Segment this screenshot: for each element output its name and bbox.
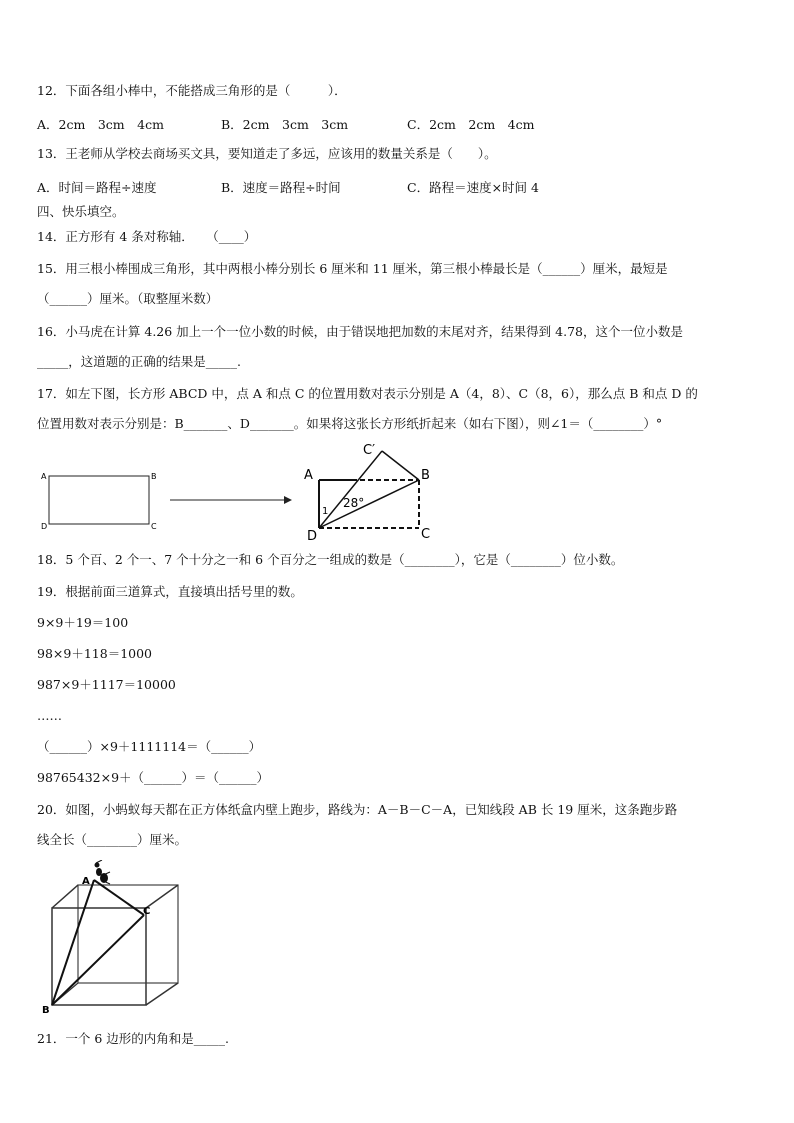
q19-blank-2: 98765432×9＋（______）＝（______） bbox=[37, 770, 270, 785]
rect-label-a: A bbox=[41, 472, 47, 481]
angle-28-label: 28° bbox=[343, 496, 365, 510]
folded-edge-cb bbox=[382, 451, 419, 480]
q17-figures bbox=[30, 438, 450, 544]
q19-eq-3: 987×9＋1117＝10000 bbox=[37, 677, 176, 692]
cube-label-b: B bbox=[42, 1005, 50, 1016]
q17-line2: 位置用数对表示分别是：B_______、D_______。如果将这张长方形纸折起来（如右下图），则∠1＝（________）° bbox=[37, 416, 663, 431]
fold-label-c: C bbox=[421, 527, 431, 542]
route-bc bbox=[52, 915, 144, 1005]
q19-blank-1: （______）×9＋1111114＝（______） bbox=[37, 739, 262, 754]
fold-label-a: A bbox=[304, 468, 313, 483]
q18-stem: 18．5 个百、2 个一、7 个十分之一和 6 个百分之一组成的数是（________），它是（________）位小数。 bbox=[37, 552, 624, 567]
angle-1-label: 1 bbox=[322, 506, 329, 517]
rectangle-abcd bbox=[49, 476, 149, 524]
q16-line1: 16．小马虎在计算 4.26 加上一个一位小数的时候，由于错误地把加数的末尾对齐，结果得到 4.78，这个一位小数是 bbox=[37, 324, 683, 339]
cube-edge bbox=[146, 983, 178, 1005]
q16-line2: _____，这道题的正确的结果是_____. bbox=[37, 354, 241, 369]
q21-stem: 21．一个 6 边形的内角和是_____. bbox=[37, 1031, 230, 1046]
q20-line2: 线全长（________）厘米。 bbox=[37, 832, 188, 847]
q14-stem: 14．正方形有 4 条对称轴． （____） bbox=[37, 229, 257, 244]
fold-label-c-prime: C′ bbox=[363, 443, 376, 458]
q19-eq-2: 98×9＋118＝1000 bbox=[37, 646, 153, 661]
q20-cube-figure bbox=[36, 860, 186, 1020]
q20-line1: 20．如图，小蚂蚁每天都在正方体纸盒内壁上跑步，路线为：A－B－C－A，已知线段 AB 长 19 厘米，这条跑步路 bbox=[37, 802, 678, 817]
rect-label-b: B bbox=[151, 472, 157, 481]
cube-edge bbox=[146, 885, 178, 908]
q13-stem: 13．王老师从学校去商场买文具，要知道走了多远，应该用的数量关系是（ ）。 bbox=[37, 146, 497, 161]
cube-label-c: C bbox=[143, 906, 151, 917]
cube-label-a: A bbox=[82, 876, 90, 887]
section-heading: 四、快乐填空。 bbox=[37, 204, 125, 219]
fold-line-db bbox=[319, 480, 419, 528]
q13-option-c: C．路程＝速度×时间 4 bbox=[407, 180, 539, 195]
q19-eq-1: 9×9＋19＝100 bbox=[37, 615, 129, 630]
q15-line1: 15．用三根小棒围成三角形，其中两根小棒分别长 6 厘米和 11 厘米，第三根小棒最长是（______）厘米，最短是 bbox=[37, 261, 668, 276]
q13-option-a: A．时间＝路程÷速度 bbox=[37, 180, 157, 195]
q12-option-c: C．2cm 2cm 4cm bbox=[407, 117, 535, 132]
q12-option-a: A．2cm 3cm 4cm bbox=[37, 117, 164, 132]
rect-label-d: D bbox=[41, 522, 48, 531]
q19-stem: 19．根据前面三道算式，直接填出括号里的数。 bbox=[37, 584, 303, 599]
rect-label-c: C bbox=[151, 522, 157, 531]
ant-icon bbox=[95, 860, 111, 884]
q12-stem: 12．下面各组小棒中，不能搭成三角形的是（ ）． bbox=[37, 83, 347, 98]
folded-edge-dc bbox=[319, 451, 382, 528]
q17-line1: 17．如左下图，长方形 ABCD 中，点 A 和点 C 的位置用数对表示分别是 A（4，8）、C（8，6），那么点 B 和点 D 的 bbox=[37, 386, 698, 401]
q19-ellipsis: …… bbox=[37, 708, 62, 723]
q12-option-b: B．2cm 3cm 3cm bbox=[221, 117, 349, 132]
arrow-head bbox=[284, 496, 292, 504]
q13-option-b: B．速度＝路程÷时间 bbox=[221, 180, 341, 195]
fold-label-d: D bbox=[307, 529, 318, 544]
cube-back-face bbox=[78, 885, 178, 983]
cube-edge bbox=[52, 885, 78, 908]
fold-label-b: B bbox=[421, 468, 430, 483]
q15-line2: （______）厘米。（取整厘米数） bbox=[37, 291, 219, 306]
route-ab bbox=[52, 880, 94, 1005]
